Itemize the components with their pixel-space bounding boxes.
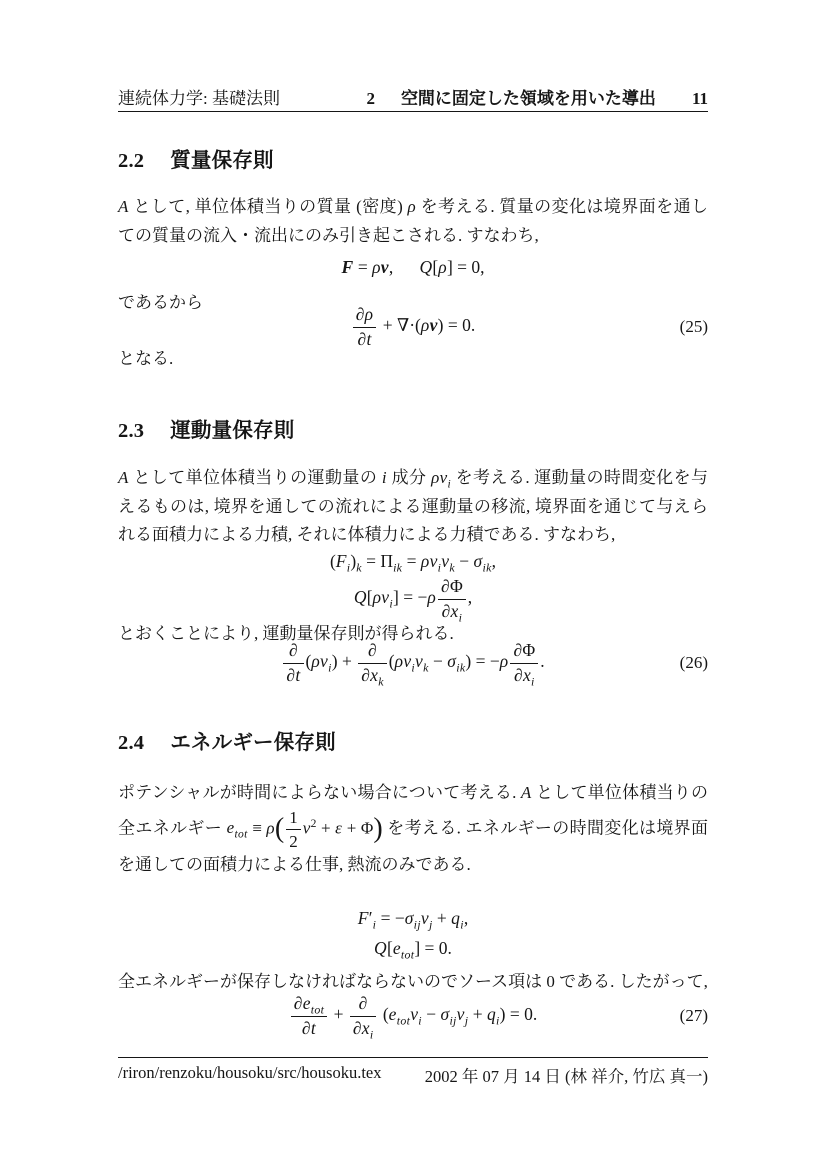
paragraph-dearukara: であるから bbox=[118, 293, 203, 312]
header-section-number: 2 bbox=[366, 89, 375, 108]
equation-27 bbox=[118, 990, 708, 1042]
section-title: 運動量保存則 bbox=[170, 420, 295, 442]
equation-body: $(F_i)_k = \Pi_{ik} = \rho v_iv_k - \sigma_{ik}$, bbox=[329, 550, 497, 574]
equation-energy-flux bbox=[118, 905, 708, 931]
page-footer bbox=[118, 1063, 708, 1087]
section-heading-2-4 bbox=[118, 725, 708, 755]
paragraph-momentum-intro: A として単位体積当りの運動量の i 成分 $\rho v_i$ を考える. 運動量の時間変化を与えるものは, 境界を通しての流れによる運動量の移流, 境界面を通じて与えられる面積力による力積, それに体積力による力積である. すなわち, bbox=[118, 468, 709, 544]
equation-26 bbox=[118, 638, 708, 688]
equation-number: (26) bbox=[679, 653, 708, 672]
footer-date-authors: 2002 年 07 月 14 日 (林 祥介, 竹広 真一) bbox=[424, 1067, 708, 1086]
equation-energy-source bbox=[118, 935, 708, 961]
paragraph-mass-intro: A として, 単位体積当りの質量 (密度) ρ を考える. 質量の変化は境界面を通しての質量の流入・流出にのみ引き起こされる. すなわち, bbox=[118, 197, 708, 245]
equation-body: $Q[\rho v_i] = -\rho$ $\frac{\partial\Phi}{\partial x_i}$ , bbox=[353, 575, 473, 624]
paragraph-tooku: とおくことにより, 運動量保存則が得られる. bbox=[118, 624, 454, 643]
equation-mass-flux bbox=[118, 254, 708, 280]
section-title: エネルギー保存則 bbox=[170, 732, 336, 754]
section-number: 2.3 bbox=[118, 420, 145, 442]
page-header bbox=[118, 84, 708, 109]
footer-rule bbox=[118, 1057, 708, 1058]
equation-body: $\frac{\partial}{\partial t}$ $(\rho v_i)$ + $\frac{\partial}{\partial x_k}$ $(\rho v_iv_k - \sigma_{ik}) = -\rho$ $\frac{\partial\Phi}{\partial x_i}$ . bbox=[281, 641, 544, 685]
paragraph-energy-intro: ポテンシャルが時間によらない場合について考える. A として単位体積当りの全エネルギー $e_{tot} \equiv \rho$( $\frac{1}{2}$ $v^2 + \varepsilon + \Phi$) を考える. エネルギーの時間変化は境界面を通しての面積力による仕事, 熱流のみである. bbox=[118, 783, 709, 874]
paragraph-tonaru: となる. bbox=[118, 349, 174, 368]
section-number: 2.2 bbox=[118, 150, 145, 172]
equation-body: $F'_i = -\sigma_{ij}v_j + q_i$, bbox=[357, 907, 469, 931]
equation-body: $\frac{\partial e_{tot}}{\partial t}$ + $\frac{\partial}{\partial x_i}$ $(e_{tot}v_i - \sigma_{ij}v_j + q_i) = 0$. bbox=[289, 994, 537, 1038]
equation-25 bbox=[118, 303, 708, 351]
equation-body: $Q[e_{tot}] = 0$. bbox=[374, 937, 452, 961]
equation-momentum-source bbox=[118, 574, 708, 624]
text-column bbox=[118, 0, 708, 1169]
equation-body: F = ρv, Q[ρ] = 0, bbox=[341, 256, 485, 277]
header-rule bbox=[118, 111, 708, 112]
equation-body: $\frac{\partial\rho}{\partial t}$ + ∇·(ρv) = 0. bbox=[351, 305, 476, 349]
header-section-title: 空間に固定した領域を用いた導出 bbox=[400, 89, 656, 108]
equation-number: (27) bbox=[679, 1006, 708, 1025]
paragraph-zen-energy: 全エネルギーが保存しなければならないのでソース項は 0 である. したがって, bbox=[118, 972, 708, 991]
section-title: 質量保存則 bbox=[170, 150, 274, 172]
footer-file-path: /riron/renzoku/housoku/src/housoku.tex bbox=[118, 1063, 382, 1082]
section-heading-2-2 bbox=[118, 143, 708, 173]
header-page-number: 11 bbox=[691, 89, 708, 108]
equation-momentum-flux bbox=[118, 548, 708, 574]
header-doc-title: 連続体力学: 基礎法則 bbox=[118, 89, 280, 108]
equation-number: (25) bbox=[679, 317, 708, 336]
section-heading-2-3 bbox=[118, 413, 708, 443]
section-number: 2.4 bbox=[118, 732, 145, 754]
